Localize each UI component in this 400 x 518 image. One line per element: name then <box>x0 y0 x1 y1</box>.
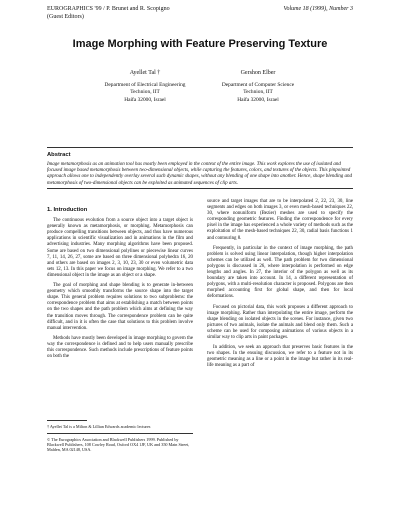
abstract-heading: Abstract <box>47 152 71 158</box>
section-heading: 1. Introduction <box>47 207 88 213</box>
journal-header <box>47 6 170 21</box>
right-column <box>207 199 353 373</box>
paper-title: Image Morphing with Feature Preserving Texture <box>72 38 328 50</box>
paragraph: The continuous evolution from a source object into a target object is generally known as metamorphosis, or morphing. Metamorphosis can produce compelling transitions between objects, and thus have numerous applications in scientific visualization and in animations in the film and advertising industries. Many morphing algorithms have been proposed. Some are based on two dimensional polylines or piecewise linear curves 7, 11, 14, 26, 27, some are based on three dimensional polyhedra 16, 20 and others are based on images 2, 3, 10, 23, 30 or even volumetric data sets 12, 13. In this paper we focus on image morphing. We refer to a two dimensional object in the image as an object or a shape. <box>47 218 193 278</box>
footnote-divider <box>47 420 87 421</box>
paragraph: source and target images that are to be interpolated 2, 22, 23, 30, line segments and edges on both images 3, or even mesh-based techniques 22, 30, where nonuniform (Bezier) meshes are used to specify the corresponding geometric features. Finding the correspondence for every pixel in the image has experienced a whole variety of methods such as the exploitation of the mesh-based techniques 22, 30, radial basis functions 1 and contouring 8. <box>207 199 353 241</box>
author-department: Department of Computer Science <box>221 81 295 88</box>
left-column <box>47 200 193 364</box>
abstract-section <box>47 147 353 189</box>
guest-editors: (Guest Editors) <box>47 13 84 20</box>
paragraph: Focused on pictorial data, this work proposes a different approach to image morphing. Rather than interpolating the entire image, perform the shape blending on isolated objects in the scenes. For instance, given two pictures of two animals, isolate the animals and blend only them. Such a scheme can be used for composing animations of various objects in a similar way to clip arts in paint packages. <box>207 304 353 340</box>
author-block <box>183 70 333 104</box>
author-name: Ayellet Tal † <box>129 70 161 76</box>
paragraph: In addition, we seek an approach that preserves basic features in the two shapes. In the ensuing discussion, we refer to a feature not in its geometric meaning as a line or a point in the image but rather in its real-life meaning as a part of <box>207 345 353 369</box>
abstract-text: Image metamorphosis as an animation tool has mostly been employed in the context of the entire image. This work explores the use of isolated and focused image based metamorphosis between two-dimensional objects, while capturing the features, colors, and textures of the objects. This pinpointed approach allows one to independently overlay several such dynamic shapes, without any blending of one shape into another. Hence, shape blending and metamorphosis of two-dimensional objects can be exploited as animated sequences of clip arts. <box>47 162 353 186</box>
author-name: Gershon Elber <box>240 70 276 76</box>
author-city: Haifa 32000, Israel <box>124 96 166 103</box>
paragraph: Methods have mostly been developed in image morphing to govern the way the correspondence is defined and to help users manually prescribe this correspondence. Such methods include prescriptions of feature points on both the <box>47 335 193 360</box>
author-institution: Technion, IIT <box>130 89 160 96</box>
copyright-divider <box>47 433 193 434</box>
volume-info: Volume 18 (1999), Number 3 <box>283 6 353 12</box>
author-city: Haifa 32000, Israel <box>237 96 279 103</box>
copyright-notice: © The Eurographics Association and Blackwell Publishers 1999. Published by Blackwell Publishers, 108 Cowley Road, Oxford OX4 1JF, UK and 350 Main Street, Malden, MA 02148, USA. <box>47 437 190 452</box>
footnote: † Ayellet Tal is a Milton & Lillian Edwards academic lecturer. <box>47 424 152 429</box>
author-department: Department of Electrical Engineering <box>104 81 186 88</box>
author-institution: Technion, IIT <box>243 89 273 96</box>
journal-name: EUROGRAPHICS '99 / P. Brunet and R. Scopigno <box>47 6 170 12</box>
paragraph: Frequently, in particular in the context of image morphing, the path problem is solved using linear interpolation, though higher interpolation schemes can be utilized as well. The path problem for two dimensional polygons is discussed in 26, where interpolation is performed on edge lengths and angles. In 27, the interior of the polygon as well as its boundary are taken into account. In 14, a different representation of polygons, with a multi-resolution character is proposed. Polygons are then morphed accounting first for global shape, and then for local deformations. <box>207 245 353 300</box>
paragraph: The goal of morphing and shape blending is to generate in-between geometry which smoothly transforms the source shape into the target shape. This general problem requires solutions to two subproblems: the correspondence problem that aims at establishing a match between points on the two shapes and the path problem which aims at defining the way the transition moves through. The correspondence problem can be quite difficult, and in it is often the case that solutions to this problem involve manual intervention. <box>47 283 193 331</box>
